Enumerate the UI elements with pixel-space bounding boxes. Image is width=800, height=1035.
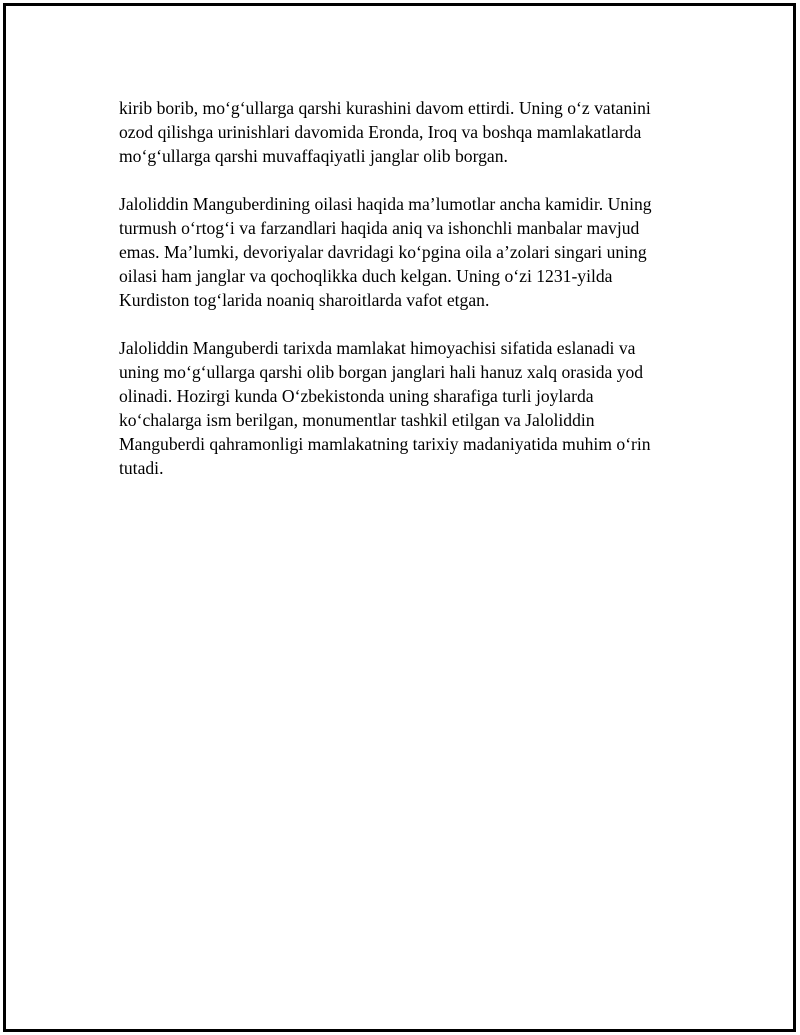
text-line: oilasi ham janglar va qochoqlikka duch kelgan. Uning o‘zi 1231-yilda [119, 266, 613, 286]
paragraph-2 [119, 192, 693, 312]
page-frame [3, 3, 796, 1032]
text-line: turmush o‘rtog‘i va farzandlari haqida aniq va ishonchli manbalar mavjud [119, 218, 640, 238]
text-line: ozod qilishga urinishlari davomida Eronda, Iroq va boshqa mamlakatlarda [119, 122, 642, 142]
paragraph-1 [119, 96, 693, 168]
text-line: Manguberdi qahramonligi mamlakatning tarixiy madaniyatida muhim o‘rin [119, 434, 651, 454]
text-line: kirib borib, mo‘g‘ullarga qarshi kurashini davom ettirdi. Uning o‘z vatanini [119, 98, 651, 118]
paragraph-3 [119, 336, 693, 480]
document-body [119, 96, 693, 504]
text-line: mo‘g‘ullarga qarshi muvaffaqiyatli janglar olib borgan. [119, 146, 508, 166]
text-line: emas. Ma’lumki, devoriyalar davridagi ko‘pgina oila a’zolari singari uning [119, 242, 647, 262]
text-line: ko‘chalarga ism berilgan, monumentlar tashkil etilgan va Jaloliddin [119, 410, 595, 430]
text-line: Kurdiston tog‘larida noaniq sharoitlarda vafot etgan. [119, 290, 490, 310]
text-line: tutadi. [119, 458, 164, 478]
text-line: Jaloliddin Manguberdining oilasi haqida ma’lumotlar ancha kamidir. Uning [119, 194, 652, 214]
text-line: Jaloliddin Manguberdi tarixda mamlakat himoyachisi sifatida eslanadi va [119, 338, 636, 358]
text-line: olinadi. Hozirgi kunda O‘zbekistonda uning sharafiga turli joylarda [119, 386, 594, 406]
text-line: uning mo‘g‘ullarga qarshi olib borgan janglari hali hanuz xalq orasida yod [119, 362, 644, 382]
